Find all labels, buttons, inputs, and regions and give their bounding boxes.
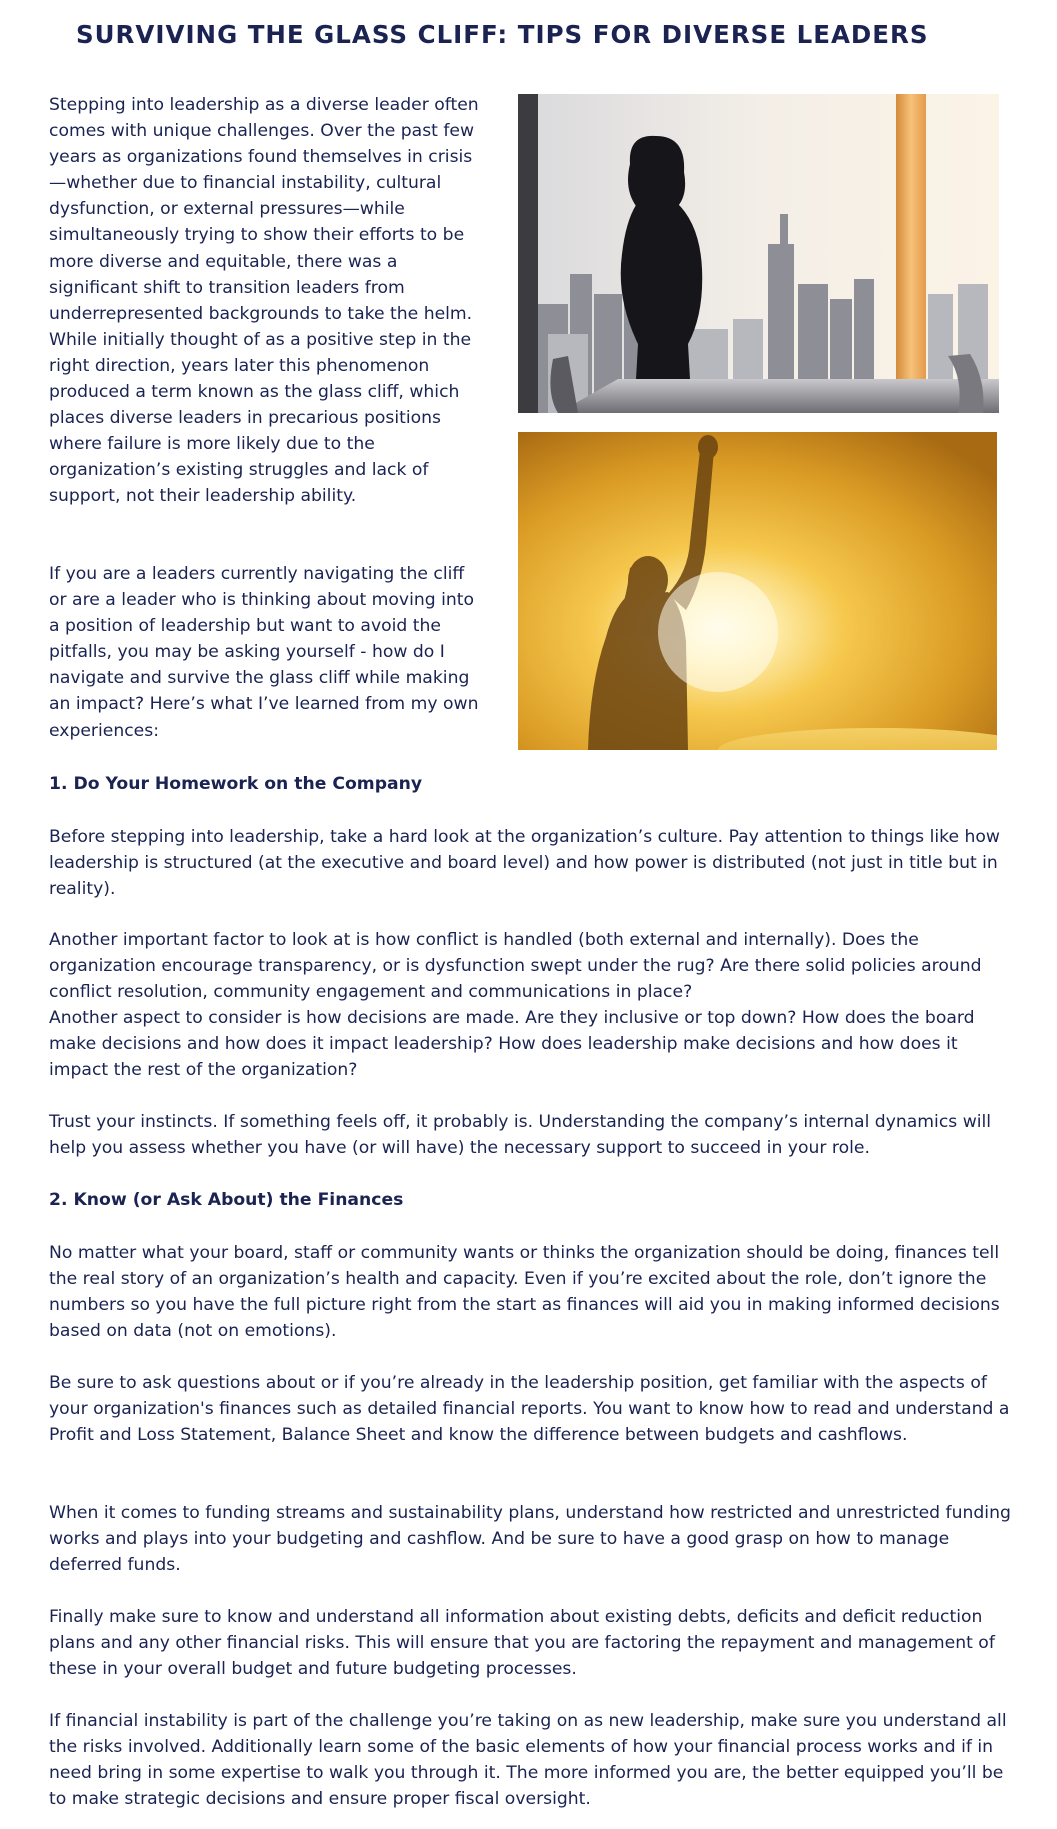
- section-2-paragraph-3: When it comes to funding streams and sustainability plans, understand how restricted and unrestricted funding works and plays into your budgeting and cashflow. And be sure to have a good grasp on how to manage deferred funds.: [49, 1503, 1011, 1576]
- woman-raised-fist-sunset-photo: [518, 432, 997, 750]
- section-1-paragraph-4: Trust your instincts. If something feels off, it probably is. Understanding the company’s internal dynamics will help you assess whether you have (or will have) the necessary support to succeed in your role.: [49, 1112, 992, 1159]
- intro-paragraph-2: If you are a leaders currently navigating the cliff or are a leader who is thinking about moving into a position of leadership but want to avoid the pitfalls, you may be asking yourself - how do I navigate and survive the glass cliff while making an impact? Here’s what I’ve learned from my own experiences:: [49, 564, 479, 741]
- page-title: SURVIVING THE GLASS CLIFF: TIPS FOR DIVERSE LEADERS: [76, 20, 929, 49]
- section-2-paragraph-5: If financial instability is part of the challenge you’re taking on as new leadership, make sure you understand all the risks involved. Additionally learn some of the basic elements of how your financial process works and if in need bring in some expertise to walk you through it. The more informed you are, the better equipped you’ll be to make strategic decisions and ensure proper fiscal oversight.: [49, 1711, 1007, 1810]
- section-1-paragraph-2: Another important factor to look at is how conflict is handled (both external and internally). Does the organization encourage transparency, or is dysfunction swept under the rug? Are there solid policies around conflict resolution, community engagement and communications in place?: [49, 930, 982, 1003]
- section-2-heading: 2. Know (or Ask About) the Finances: [49, 1190, 404, 1210]
- section-2-paragraph-4: Finally make sure to know and understand all information about existing debts, deficits and deficit reduction plans and any other financial risks. This will ensure that you are factoring the repayment and management of these in your overall budget and future budgeting processes.: [49, 1607, 995, 1680]
- section-2-paragraph-2: Be sure to ask questions about or if you’re already in the leadership position, get familiar with the aspects of your organization's finances such as detailed financial reports. You want to know how to read and understand a Profit and Loss Statement, Balance Sheet and know the difference between budgets and cashflows.: [49, 1373, 1010, 1446]
- woman-silhouette-city-window-photo: [518, 94, 999, 413]
- section-1-paragraph-1: Before stepping into leadership, take a hard look at the organization’s culture. Pay attention to things like how leadership is structured (at the executive and board level) and how power is distributed (not just in title but in reality).: [49, 827, 1000, 900]
- section-2-paragraph-1: No matter what your board, staff or community wants or thinks the organization should be doing, finances tell the real story of an organization’s health and capacity. Even if you’re excited about the role, don’t ignore the numbers so you have the full picture right from the start as finances will aid you in making informed decisions based on data (not on emotions).: [49, 1243, 1000, 1342]
- section-1-paragraph-3: Another aspect to consider is how decisions are made. Are they inclusive or top down? How does the board make decisions and how does it impact leadership? How does leadership make decisions and how does it impact the rest of the organization?: [49, 1008, 975, 1081]
- section-1-heading: 1. Do Your Homework on the Company: [49, 774, 423, 794]
- intro-paragraph-1: Stepping into leadership as a diverse leader often comes with unique challenges. Over the past few years as organizations found themselves in crisis—whether due to financial instability, cultural dysfunction, or external pressures—while simultaneously trying to show their efforts to be more diverse and equitable, there was a significant shift to transition leaders from underrepresented backgrounds to take the helm. While initially thought of as a positive step in the right direction, years later this phenomenon produced a term known as the glass cliff, which places diverse leaders in precarious positions where failure is more likely due to the organization’s existing struggles and lack of support, not their leadership ability.: [49, 95, 479, 507]
